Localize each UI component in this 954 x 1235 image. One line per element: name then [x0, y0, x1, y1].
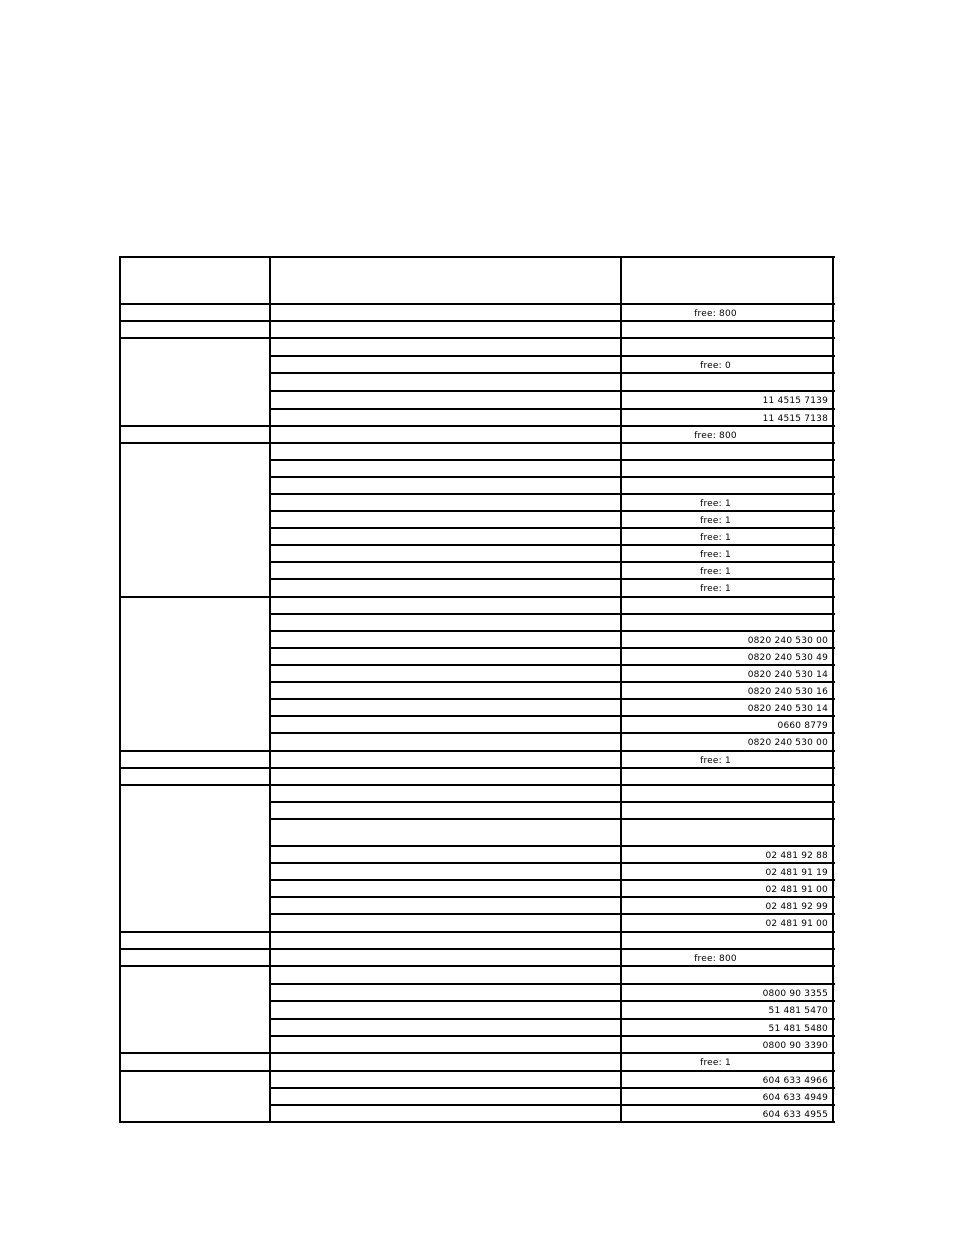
phone-number-cell: 0660 8779: [777, 721, 828, 731]
phone-number-cell: free: 1: [700, 584, 731, 594]
table-row-rule: [270, 1035, 835, 1037]
phone-number-cell: 51 481 5480: [768, 1024, 828, 1034]
table-row-rule: [270, 613, 835, 615]
phone-number-cell: 02 481 91 19: [765, 868, 828, 878]
table-column-rule: [832, 256, 834, 1123]
table-row-rule: [120, 596, 835, 598]
table-row-rule: [270, 561, 835, 563]
table-row-rule: [270, 896, 835, 898]
table-row-rule: [270, 1104, 835, 1106]
phone-number-cell: 0820 240 530 14: [747, 670, 828, 680]
table-row-rule: [120, 1121, 835, 1123]
table-row-rule: [120, 1070, 835, 1072]
phone-number-cell: free: 800: [694, 954, 737, 964]
phone-number-cell: 604 633 4955: [762, 1110, 828, 1120]
table-row-rule: [270, 510, 835, 512]
table-row-rule: [270, 408, 835, 410]
table-row-rule: [270, 1087, 835, 1089]
table-row-rule: [270, 732, 835, 734]
table-row-rule: [270, 879, 835, 881]
table-row-rule: [270, 818, 835, 820]
table-column-rule: [620, 256, 622, 1123]
table-row-rule: [270, 544, 835, 546]
table-row-rule: [270, 698, 835, 700]
phone-number-cell: 0820 240 530 00: [747, 636, 828, 646]
table-row-rule: [120, 256, 835, 258]
phone-number-cell: 02 481 92 99: [765, 902, 828, 912]
table-row-rule: [120, 303, 835, 305]
table-row-rule: [270, 355, 835, 357]
table-row-rule: [270, 1018, 835, 1020]
table-row-rule: [120, 442, 835, 444]
table-row-rule: [270, 845, 835, 847]
phone-number-cell: 0820 240 530 00: [747, 738, 828, 748]
table-row-rule: [270, 390, 835, 392]
table-row-rule: [120, 320, 835, 322]
table-column-rule: [269, 256, 271, 1123]
table-row-rule: [270, 630, 835, 632]
table-row-rule: [270, 862, 835, 864]
phone-number-cell: 11 4515 7138: [762, 414, 828, 424]
table-row-rule: [270, 476, 835, 478]
phone-number-cell: 11 4515 7139: [762, 396, 828, 406]
table-row-rule: [120, 948, 835, 950]
table-row-rule: [120, 931, 835, 933]
table-row-rule: [270, 578, 835, 580]
table-row-rule: [120, 1052, 835, 1054]
phone-number-cell: 0800 90 3355: [762, 989, 828, 999]
table-row-rule: [120, 784, 835, 786]
table-row-rule: [270, 372, 835, 374]
phone-number-cell: free: 1: [700, 550, 731, 560]
phone-number-cell: 604 633 4966: [762, 1076, 828, 1086]
table-row-rule: [120, 337, 835, 339]
phone-number-cell: 02 481 91 00: [765, 885, 828, 895]
phone-number-cell: free: 1: [700, 499, 731, 509]
table-row-rule: [270, 681, 835, 683]
phone-number-cell: 02 481 92 88: [765, 851, 828, 861]
table-row-rule: [120, 965, 835, 967]
table-row-rule: [270, 664, 835, 666]
phone-number-cell: free: 1: [700, 756, 731, 766]
table-row-rule: [270, 459, 835, 461]
table-column-rule: [119, 256, 121, 1123]
table-row-rule: [120, 750, 835, 752]
phone-number-cell: 0820 240 530 16: [747, 687, 828, 697]
table-row-rule: [270, 983, 835, 985]
phone-number-cell: free: 0: [700, 361, 731, 371]
table-row-rule: [270, 1000, 835, 1002]
table-row-rule: [120, 767, 835, 769]
phone-number-cell: 51 481 5470: [768, 1006, 828, 1016]
phone-number-cell: free: 800: [694, 309, 737, 319]
phone-number-cell: 0820 240 530 49: [747, 653, 828, 663]
table-row-rule: [270, 801, 835, 803]
phone-number-cell: 02 481 91 00: [765, 919, 828, 929]
table-row-rule: [120, 425, 835, 427]
phone-number-cell: free: 1: [700, 567, 731, 577]
table-row-rule: [270, 913, 835, 915]
phone-number-cell: free: 1: [700, 533, 731, 543]
table-row-rule: [270, 493, 835, 495]
table-row-rule: [270, 527, 835, 529]
table-row-rule: [270, 647, 835, 649]
phone-number-cell: free: 1: [700, 1058, 731, 1068]
phone-number-cell: 604 633 4949: [762, 1093, 828, 1103]
phone-number-cell: free: 800: [694, 431, 737, 441]
phone-number-cell: 0820 240 530 14: [747, 704, 828, 714]
phone-number-cell: 0800 90 3390: [762, 1041, 828, 1051]
table-row-rule: [270, 715, 835, 717]
phone-number-cell: free: 1: [700, 516, 731, 526]
